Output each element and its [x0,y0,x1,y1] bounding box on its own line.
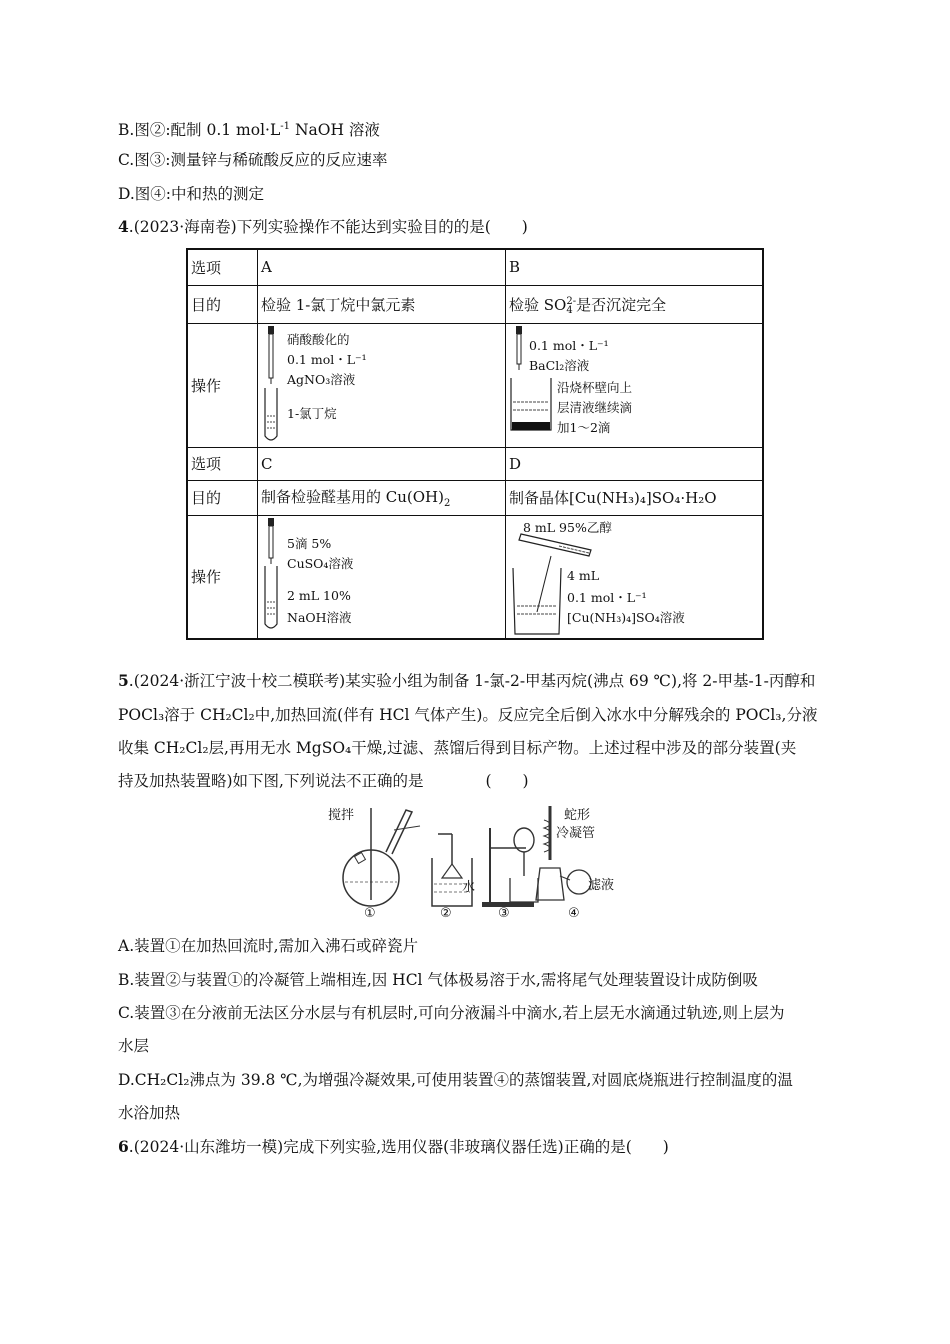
q5-option-d-1: D.CH₂Cl₂沸点为 39.8 ℃,为增强冷凝效果,可使用装置④的蒸馏装置,对圆底烧瓶进行控制温度的温 [118,1071,793,1089]
q5-line-4: 持及加热装置略)如下图,下列说法不正确的是 ( ) [118,772,529,790]
cell-option-label: 选项 [187,249,258,285]
c-op-label-1: 5滴 5% [287,535,332,551]
label-device-3: ③ [498,906,510,921]
label-serpentine-1: 蛇形 [564,808,591,823]
experiment-table [186,248,764,640]
b-op-label-3: 沿烧杯壁向上 [557,379,633,395]
label-device-2: ② [440,906,452,921]
question-6: 6.(2024·山东潍坊一模)完成下列实验,选用仪器(非玻璃仪器任选)正确的是( ) [118,1137,669,1156]
option-b: B.图②:配制 0.1 $mol\cdot L^{-1}$ NaOH 溶液 [118,121,380,140]
d-op-label-4: [Cu(NH₃)₄]SO₄溶液 [567,609,685,625]
cell-d-op [506,515,764,639]
option-c: C.图③:测量锌与稀硫酸反应的反应速率 [118,151,388,169]
cell-op-label-2: 操作 [187,515,258,639]
q5-line-2: POCl₃溶于 CH₂Cl₂中,加热回流(伴有 HCl 气体产生)。反应完全后倒入冰水中分解残余的 POCl₃,分液 [118,706,818,724]
c-op-label-4: NaOH溶液 [287,609,352,625]
a-op-label-3: AgNO₃溶液 [287,371,356,387]
cell-option-label-2: 选项 [187,447,258,480]
cell-op-label: 操作 [187,323,258,447]
cell-a-op [258,323,506,447]
q5-option-c-1: C.装置③在分液前无法区分水层与有机层时,可向分液漏斗中滴水,若上层无水滴通过轨迹,则上层为 [118,1004,785,1022]
q5-option-d-2: 水浴加热 [118,1104,181,1122]
b-op-label-2: BaCl₂溶液 [529,357,590,373]
cell-a: A [258,249,506,285]
b-op-label-4: 层清液继续滴 [557,399,633,415]
d-op-label-3: 0.1 mol・L⁻¹ [567,589,647,605]
label-filtrate: 滤液 [588,878,615,893]
b-op-label-5: 加1～2滴 [557,419,611,435]
label-device-1: ① [364,906,376,921]
d-op-label-1: 8 mL 95%乙醇 [523,519,612,535]
d-op-label-2: 4 mL [567,567,600,583]
cell-c-op [258,515,506,639]
cell-a-goal: 检验 1-氯丁烷中氯元素 [258,285,506,323]
c-op-label-2: CuSO₄溶液 [287,555,354,571]
cell-d-goal: 制备晶体[Cu(NH₃)₄]SO₄·H₂O [506,480,764,515]
cell-b: B [506,249,764,285]
cell-goal-label-2: 目的 [187,480,258,515]
a-op-label-4: 1-氯丁烷 [287,405,337,421]
a-op-label-1: 硝酸酸化的 [287,331,350,347]
cell-b-op [506,323,764,447]
q5-option-b: B.装置②与装置①的冷凝管上端相连,因 HCl 气体极易溶于水,需将尾气处理装置设计成防倒吸 [118,971,758,989]
apparatus-figure [326,800,626,925]
cell-b-goal: 检验 SO2- 4 是否沉淀完全 [506,285,764,323]
b-op-label-1: 0.1 mol・L⁻¹ [529,337,609,353]
cell-d: D [506,447,764,480]
q5-option-c-2: 水层 [118,1037,150,1055]
label-device-4: ④ [568,906,580,921]
cell-c: C [258,447,506,480]
label-stir: 搅拌 [328,808,355,823]
cell-goal-label: 目的 [187,285,258,323]
cell-c-goal: 制备检验醛基用的 $Cu(OH)_2$ [258,480,506,515]
a-op-label-2: 0.1 mol・L⁻¹ [287,351,367,367]
option-d: D.图④:中和热的测定 [118,185,265,203]
q5-line-1: 5.(2024·浙江宁波十校二模联考)某实验小组为制备 1-氯-2-甲基丙烷(沸点 69 ℃),将 2-甲基-1-丙醇和 [118,671,816,690]
q5-line-3: 收集 CH₂Cl₂层,再用无水 MgSO₄干燥,过滤、蒸馏后得到目标产物。上述过程中涉及的部分装置(夹 [118,739,797,757]
question-4: 4.(2023·海南卷)下列实验操作不能达到实验目的的是( ) [118,217,528,236]
label-serpentine-2: 冷凝管 [556,826,596,841]
label-water: 水 [462,880,476,895]
c-op-label-3: 2 mL 10% [287,587,351,603]
q5-option-a: A.装置①在加热回流时,需加入沸石或碎瓷片 [118,937,419,955]
